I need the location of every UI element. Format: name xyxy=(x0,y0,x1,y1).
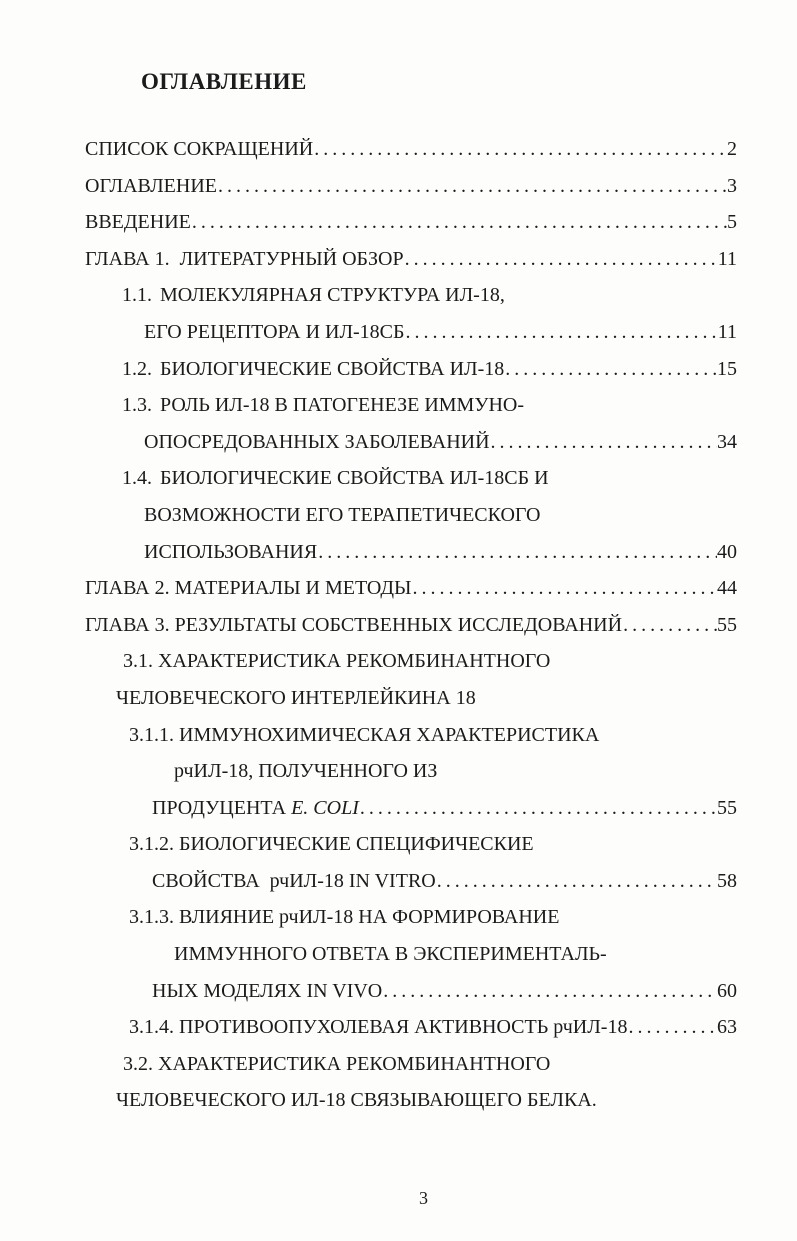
toc-entry xyxy=(85,1046,737,1083)
toc-entry-text: ВОЗМОЖНОСТИ ЕГО ТЕРАПЕТИЧЕСКОГО xyxy=(144,503,541,526)
toc-entry-text: МОЛЕКУЛЯРНАЯ СТРУКТУРА ИЛ-18, xyxy=(160,284,505,307)
toc-entry xyxy=(85,790,737,827)
dot-leader xyxy=(405,241,718,278)
toc-entry xyxy=(85,131,737,168)
toc-entry-text: ОПОСРЕДОВАННЫХ ЗАБОЛЕВАНИЙ xyxy=(144,430,490,453)
toc-entry-number: 1.3. xyxy=(122,394,152,417)
toc-entry-page: 3 xyxy=(727,174,737,197)
toc-entry-text: 3.1.4. ПРОТИВООПУХОЛЕВАЯ АКТИВНОСТЬ рчИЛ-18 xyxy=(129,1016,628,1039)
dot-leader xyxy=(491,424,717,461)
toc-entry-page: 11 xyxy=(717,320,737,343)
toc-entry-text: ЧЕЛОВЕЧЕСКОГО ИЛ-18 СВЯЗЫВАЮЩЕГО БЕЛКА. xyxy=(116,1089,597,1112)
toc-entry-text: ГЛАВА 3. РЕЗУЛЬТАТЫ СОБСТВЕННЫХ ИССЛЕДОВАНИЙ xyxy=(85,613,623,636)
table-of-contents xyxy=(85,131,737,1119)
page-title: ОГЛАВЛЕНИЕ xyxy=(141,69,307,94)
toc-entry-text: ЧЕЛОВЕЧЕСКОГО ИНТЕРЛЕЙКИНА 18 xyxy=(116,686,476,709)
toc-entry xyxy=(85,570,737,607)
toc-entry-page: 15 xyxy=(717,357,737,380)
toc-entry-text: СВОЙСТВА рчИЛ-18 IN VITRO xyxy=(152,869,436,892)
toc-entry xyxy=(85,753,737,790)
toc-entry-text: рчИЛ-18, ПОЛУЧЕННОГО ИЗ xyxy=(174,760,438,783)
toc-entry xyxy=(85,497,737,534)
toc-entry-text: 3.1.3. ВЛИЯНИЕ рчИЛ-18 НА ФОРМИРОВАНИЕ xyxy=(129,906,560,929)
toc-entry xyxy=(85,424,737,461)
toc-entry xyxy=(85,314,737,351)
toc-entry xyxy=(85,277,737,314)
toc-entry xyxy=(85,680,737,717)
toc-entry xyxy=(85,168,737,205)
toc-entry-text: ЕГО РЕЦЕПТОРА И ИЛ-18СБ xyxy=(144,320,405,343)
toc-entry-text: РОЛЬ ИЛ-18 В ПАТОГЕНЕЗЕ ИММУНО- xyxy=(160,394,525,417)
toc-entry xyxy=(85,241,737,278)
toc-entry-text: ГЛАВА 1. ЛИТЕРАТУРНЫЙ ОБЗОР xyxy=(85,247,404,270)
dot-leader xyxy=(360,790,717,827)
toc-entry-text: БИОЛОГИЧЕСКИЕ СВОЙСТВА ИЛ-18СБ И xyxy=(160,467,549,490)
toc-entry-page: 60 xyxy=(717,979,737,1002)
toc-entry-text: ИММУННОГО ОТВЕТА В ЭКСПЕРИМЕНТАЛЬ- xyxy=(174,943,607,966)
toc-entry-page: 58 xyxy=(717,869,737,892)
toc-entry-text: 3.1. ХАРАКТЕРИСТИКА РЕКОМБИНАНТНОГО xyxy=(123,650,551,673)
toc-entry xyxy=(85,1082,737,1119)
dot-leader xyxy=(628,1009,717,1046)
dot-leader xyxy=(406,314,718,351)
toc-entry-text: НЫХ МОДЕЛЯХ IN VIVO xyxy=(152,979,383,1002)
toc-entry-text: ИСПОЛЬЗОВАНИЯ xyxy=(144,540,318,563)
toc-entry-page: 34 xyxy=(717,430,737,453)
toc-entry xyxy=(85,973,737,1010)
toc-entry xyxy=(85,607,737,644)
dot-leader xyxy=(383,973,717,1010)
toc-entry-text: ГЛАВА 2. МАТЕРИАЛЫ И МЕТОДЫ xyxy=(85,577,412,600)
toc-entry-text: 3.2. ХАРАКТЕРИСТИКА РЕКОМБИНАНТНОГО xyxy=(123,1052,551,1075)
dot-leader xyxy=(623,607,717,644)
dot-leader xyxy=(192,204,727,241)
toc-entry xyxy=(85,863,737,900)
toc-entry xyxy=(85,351,737,388)
toc-entry xyxy=(85,936,737,973)
dot-leader xyxy=(318,534,717,571)
page-number: 3 xyxy=(419,1188,428,1208)
dot-leader xyxy=(314,131,727,168)
toc-entry-text: ОГЛАВЛЕНИЕ xyxy=(85,174,217,197)
toc-entry-text: 3.1.2. БИОЛОГИЧЕСКИЕ СПЕЦИФИЧЕСКИЕ xyxy=(129,833,534,856)
toc-entry-number: 1.4. xyxy=(122,467,152,490)
toc-entry-page: 11 xyxy=(717,247,737,270)
toc-entry-text: ВВЕДЕНИЕ xyxy=(85,211,191,234)
toc-entry xyxy=(85,826,737,863)
toc-entry-text: 3.1.1. ИММУНОХИМИЧЕСКАЯ ХАРАКТЕРИСТИКА xyxy=(129,723,600,746)
toc-entry-page: 55 xyxy=(717,796,737,819)
toc-entry xyxy=(85,534,737,571)
toc-entry-page: 40 xyxy=(717,540,737,563)
toc-entry xyxy=(85,387,737,424)
toc-entry xyxy=(85,204,737,241)
toc-entry-page: 44 xyxy=(717,577,737,600)
toc-entry-text: СПИСОК СОКРАЩЕНИЙ xyxy=(85,138,314,160)
toc-entry-text-italic: E. COLI xyxy=(291,796,359,819)
toc-entry-text: БИОЛОГИЧЕСКИЕ СВОЙСТВА ИЛ-18 xyxy=(160,357,505,380)
toc-entry xyxy=(85,717,737,754)
toc-entry xyxy=(85,899,737,936)
toc-entry-number: 1.1. xyxy=(122,284,152,307)
toc-entry-page: 55 xyxy=(717,613,737,636)
toc-entry xyxy=(85,460,737,497)
toc-entry-page: 5 xyxy=(727,211,737,234)
dot-leader xyxy=(505,351,717,388)
dot-leader xyxy=(437,863,717,900)
toc-entry-text: ПРОДУЦЕНТА xyxy=(152,796,292,819)
dot-leader xyxy=(218,168,727,205)
dot-leader xyxy=(412,570,717,607)
toc-entry xyxy=(85,643,737,680)
toc-entry-page: 63 xyxy=(717,1016,737,1039)
toc-entry-page: 2 xyxy=(727,138,737,160)
toc-entry-number: 1.2. xyxy=(122,357,152,380)
toc-entry xyxy=(85,1009,737,1046)
